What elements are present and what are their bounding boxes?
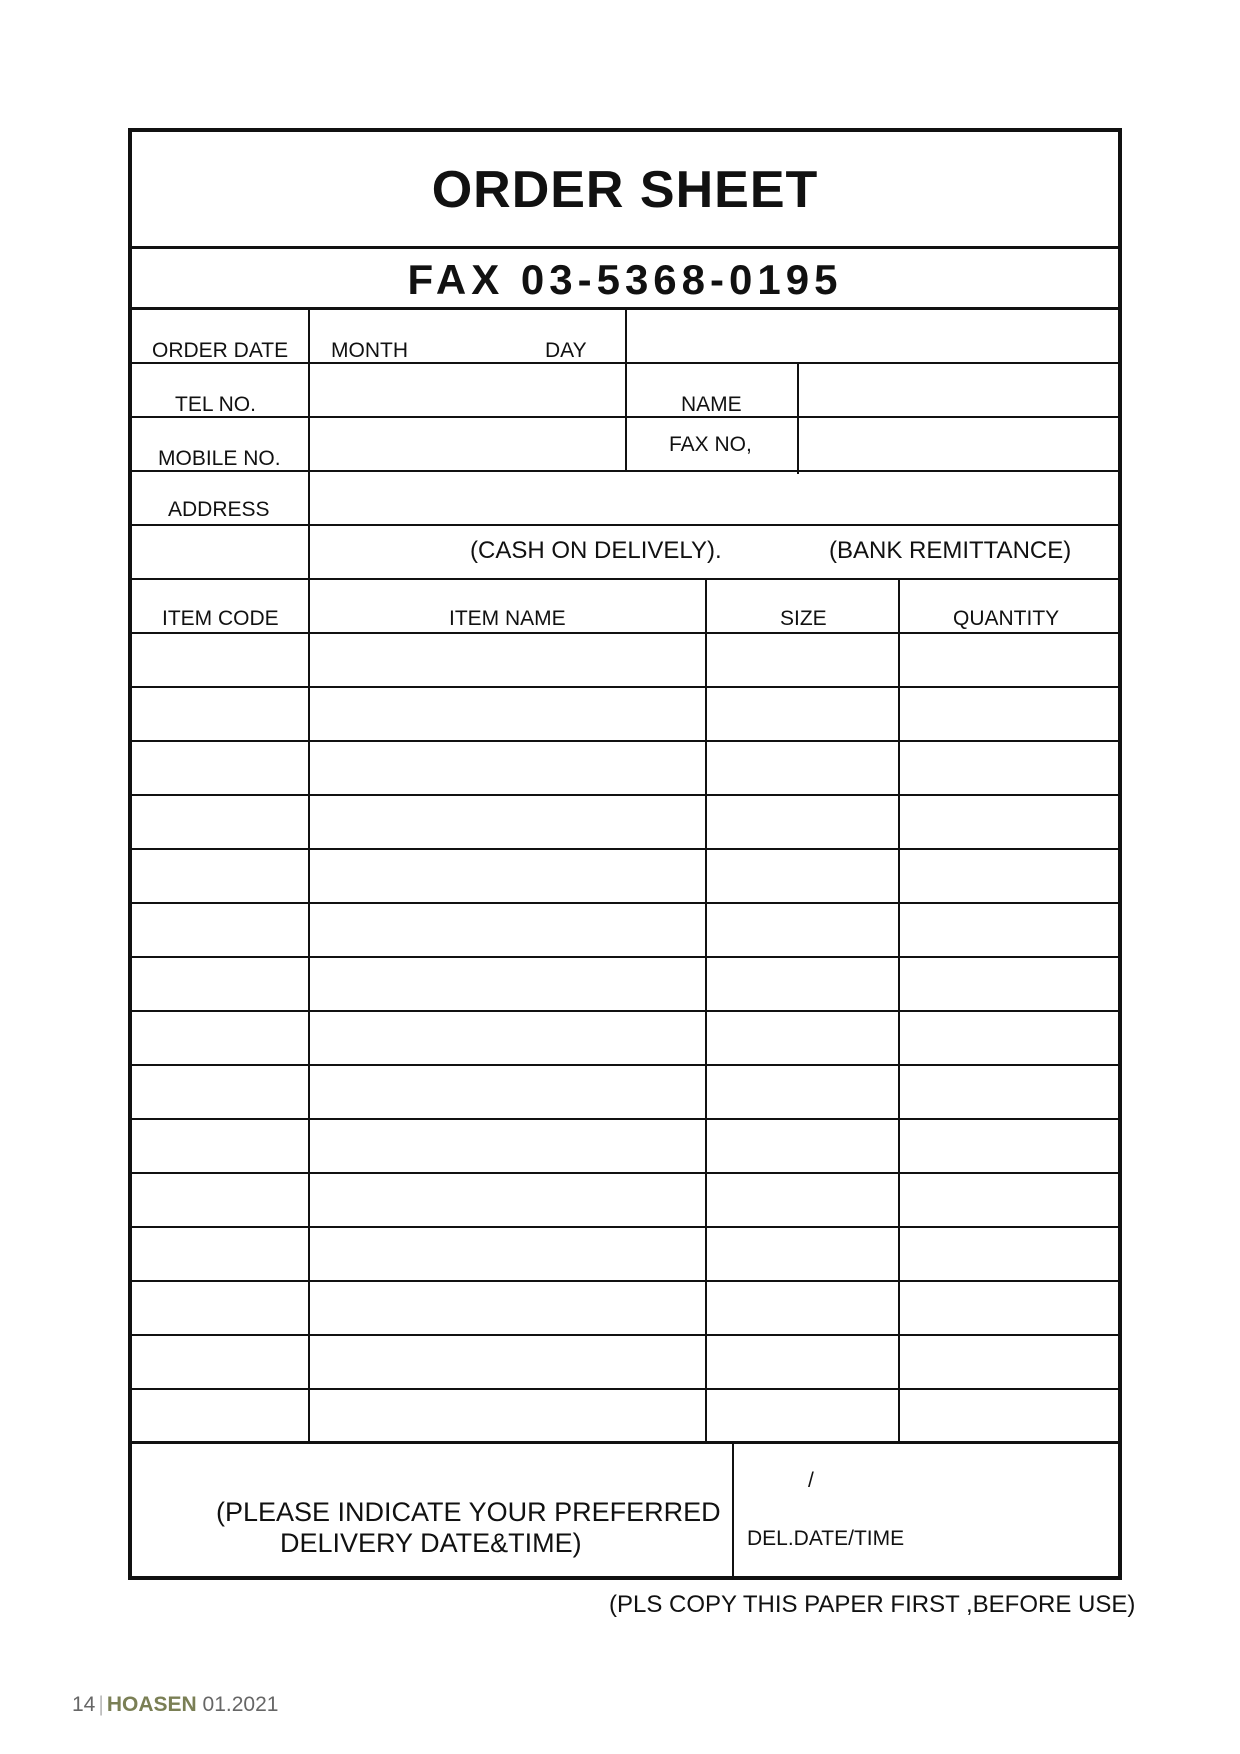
item-code-cell[interactable] <box>132 1120 308 1172</box>
item-name-cell[interactable] <box>310 1282 705 1334</box>
form-title: ORDER SHEET <box>431 161 819 219</box>
item-code-cell[interactable] <box>132 1066 308 1118</box>
item-code-cell[interactable] <box>132 1336 308 1388</box>
item-code-cell[interactable] <box>132 850 308 902</box>
item-name-cell[interactable] <box>310 742 705 794</box>
payment-bank-remittance[interactable]: (BANK REMITTANCE) <box>829 537 1072 564</box>
size-cell[interactable] <box>707 850 898 902</box>
item-name-cell[interactable] <box>310 1390 705 1442</box>
quantity-cell[interactable] <box>900 1336 1118 1388</box>
item-name-cell[interactable] <box>310 1120 705 1172</box>
item-code-cell[interactable] <box>132 958 308 1010</box>
size-cell[interactable] <box>707 1282 898 1334</box>
item-name-cell[interactable] <box>310 688 705 740</box>
quantity-cell[interactable] <box>900 796 1118 848</box>
mobile-field[interactable] <box>310 418 625 470</box>
quantity-cell[interactable] <box>900 850 1118 902</box>
size-cell[interactable] <box>707 796 898 848</box>
delivery-slash: / <box>808 1469 814 1492</box>
item-code-cell[interactable] <box>132 1012 308 1064</box>
brand-name: HOASEN <box>106 1693 197 1716</box>
delivery-note-line1: (PLEASE INDICATE YOUR PREFERRED <box>216 1497 721 1527</box>
item-name-cell[interactable] <box>310 1336 705 1388</box>
item-code-cell[interactable] <box>132 1282 308 1334</box>
size-cell[interactable] <box>707 688 898 740</box>
quantity-cell[interactable] <box>900 1228 1118 1280</box>
form-border-top <box>128 128 1122 132</box>
column-header-size: SIZE <box>780 607 827 630</box>
fax-no-label: FAX NO, <box>669 433 752 456</box>
name-field[interactable] <box>799 364 1118 416</box>
del-date-time-label: DEL.DATE/TIME <box>747 1527 905 1550</box>
quantity-cell[interactable] <box>900 1390 1118 1442</box>
order-date-field[interactable] <box>627 310 1118 362</box>
divider-title <box>130 246 1120 249</box>
page-footer <box>72 1693 278 1717</box>
delivery-note-line2: DELIVERY DATE&TIME) <box>280 1528 582 1558</box>
item-code-cell[interactable] <box>132 904 308 956</box>
item-code-cell[interactable] <box>132 634 308 686</box>
size-cell[interactable] <box>707 634 898 686</box>
tel-label: TEL NO. <box>175 393 256 416</box>
size-cell[interactable] <box>707 1336 898 1388</box>
month-label: MONTH <box>331 339 408 362</box>
item-name-cell[interactable] <box>310 796 705 848</box>
payment-separator-dot: . <box>715 537 722 564</box>
size-cell[interactable] <box>707 958 898 1010</box>
item-name-cell[interactable] <box>310 634 705 686</box>
size-cell[interactable] <box>707 904 898 956</box>
size-cell[interactable] <box>707 1174 898 1226</box>
quantity-cell[interactable] <box>900 1174 1118 1226</box>
size-cell[interactable] <box>707 1228 898 1280</box>
quantity-cell[interactable] <box>900 904 1118 956</box>
page-number: 14 <box>72 1693 96 1716</box>
quantity-cell[interactable] <box>900 1282 1118 1334</box>
quantity-cell[interactable] <box>900 958 1118 1010</box>
item-code-cell[interactable] <box>132 1390 308 1442</box>
fax-number: FAX 03-5368-0195 <box>407 256 843 303</box>
item-name-cell[interactable] <box>310 1066 705 1118</box>
item-name-cell[interactable] <box>310 1012 705 1064</box>
item-name-cell[interactable] <box>310 958 705 1010</box>
column-header-item-code: ITEM CODE <box>162 607 279 630</box>
quantity-cell[interactable] <box>900 742 1118 794</box>
quantity-cell[interactable] <box>900 1120 1118 1172</box>
item-name-cell[interactable] <box>310 850 705 902</box>
payment-cash-on-delivery[interactable]: (CASH ON DELIVELY) <box>470 537 715 564</box>
order-date-label: ORDER DATE <box>152 339 289 362</box>
quantity-cell[interactable] <box>900 1012 1118 1064</box>
del-date-time-field[interactable] <box>734 1444 1118 1576</box>
issue-date: 01.2021 <box>202 1693 279 1716</box>
size-cell[interactable] <box>707 1390 898 1442</box>
form-border-right <box>1118 128 1122 1580</box>
item-name-cell[interactable] <box>310 1228 705 1280</box>
column-header-item-name: ITEM NAME <box>449 607 566 630</box>
item-name-cell[interactable] <box>310 1174 705 1226</box>
size-cell[interactable] <box>707 1012 898 1064</box>
name-label: NAME <box>681 393 742 416</box>
fax-no-field[interactable] <box>799 418 1118 470</box>
quantity-cell[interactable] <box>900 634 1118 686</box>
size-cell[interactable] <box>707 742 898 794</box>
item-code-cell[interactable] <box>132 1174 308 1226</box>
day-label: DAY <box>545 339 587 362</box>
item-code-cell[interactable] <box>132 742 308 794</box>
size-cell[interactable] <box>707 1066 898 1118</box>
column-header-quantity: QUANTITY <box>953 607 1060 630</box>
address-label: ADDRESS <box>168 498 270 521</box>
quantity-cell[interactable] <box>900 688 1118 740</box>
mobile-label: MOBILE NO. <box>158 447 281 470</box>
item-code-cell[interactable] <box>132 1228 308 1280</box>
address-field[interactable] <box>310 472 1118 524</box>
item-name-cell[interactable] <box>310 904 705 956</box>
quantity-cell[interactable] <box>900 1066 1118 1118</box>
form-border-bottom <box>128 1576 1122 1580</box>
copy-note: (PLS COPY THIS PAPER FIRST ,BEFORE USE) <box>609 1591 1136 1618</box>
tel-field[interactable] <box>310 364 625 416</box>
item-code-cell[interactable] <box>132 796 308 848</box>
footer-separator: | <box>98 1693 104 1716</box>
size-cell[interactable] <box>707 1120 898 1172</box>
item-code-cell[interactable] <box>132 688 308 740</box>
